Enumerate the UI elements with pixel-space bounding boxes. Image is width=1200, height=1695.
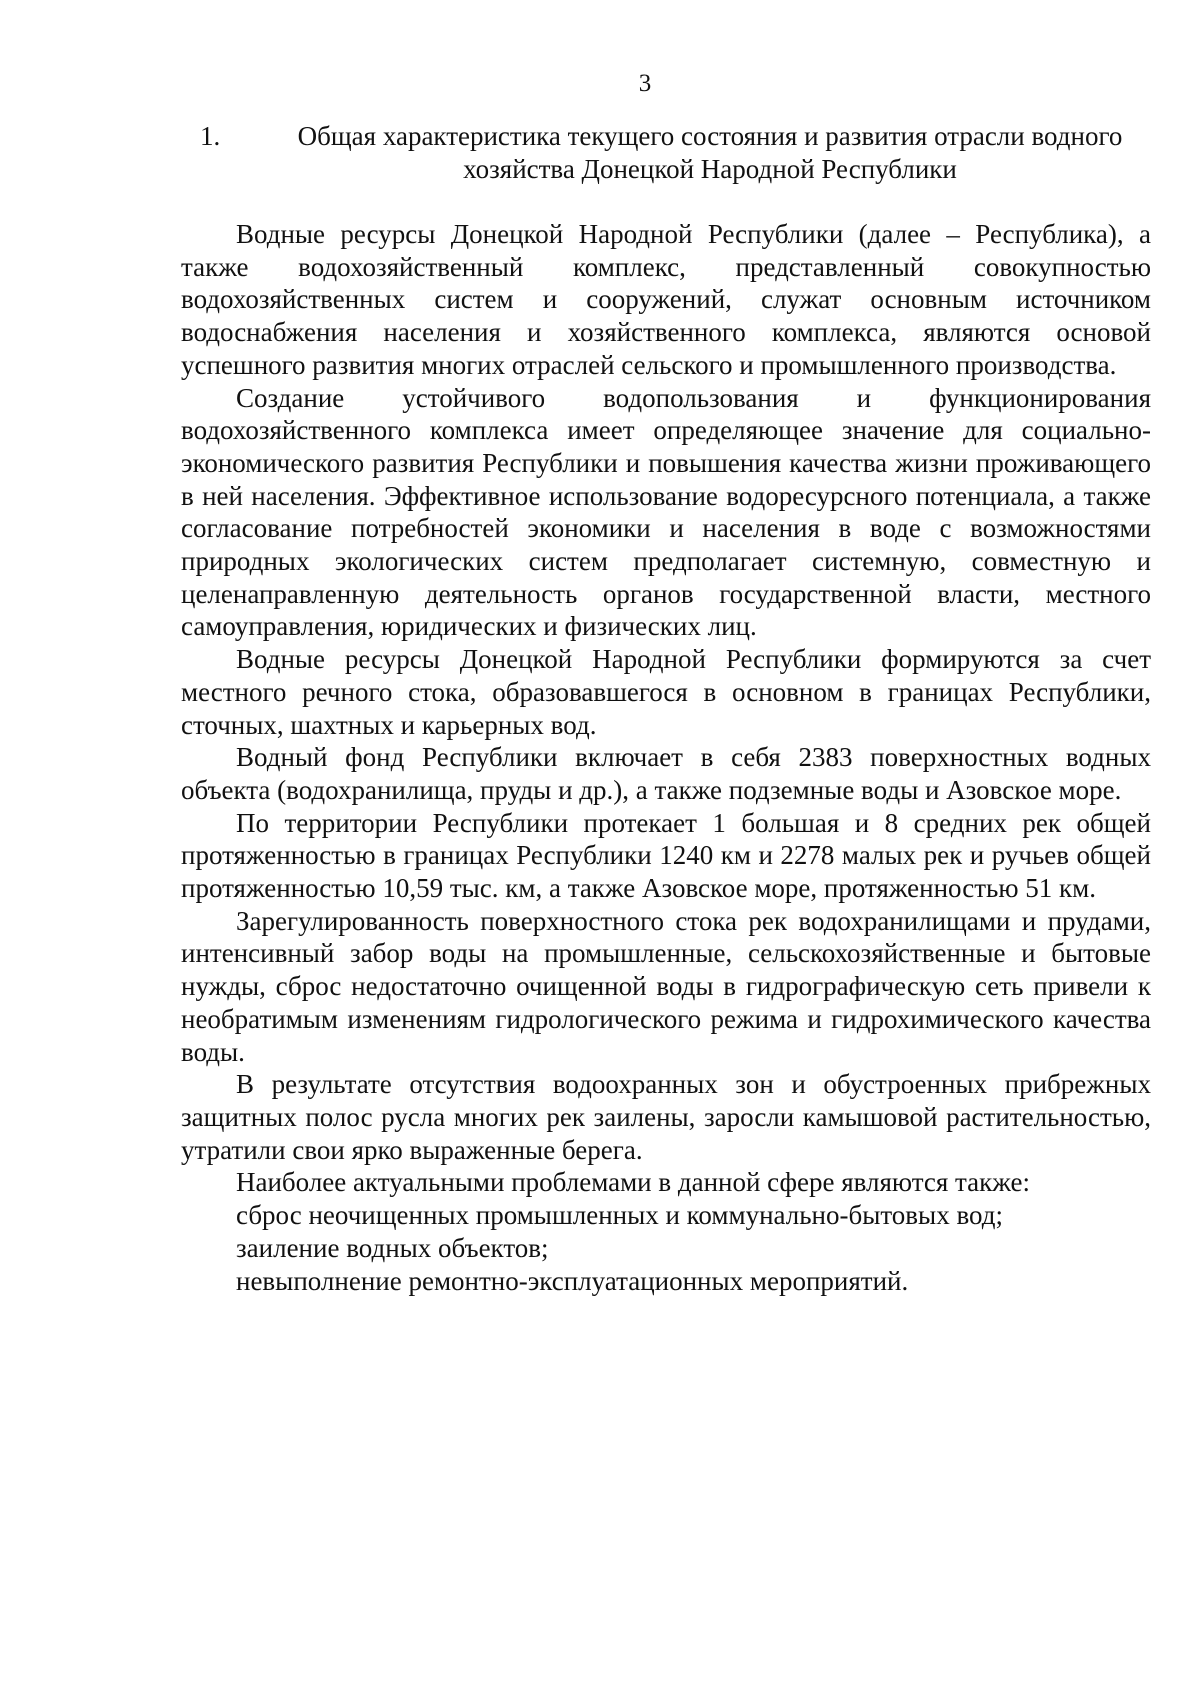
list-item: сброс неочищенных промышленных и коммунально-бытовых вод; (236, 1200, 1003, 1231)
page-number: 3 (638, 70, 652, 97)
paragraph-resource-formation: Водные ресурсы Донецкой Народной Республики формируются за счет местного речного стока, образовавшегося в основном в границах Республики, сточных, шахтных и карьерных вод. (181, 644, 1151, 740)
document-body (181, 218, 1151, 1297)
section-heading (200, 120, 1150, 186)
paragraph-sustainable-use: Создание устойчивого водопользования и функционирования водохозяйственного комплекса имеет определяющее значение для социально-экономического развития Республики и повышения качества жизни проживающего в ней населения. Эффективное использование водоресурсного потенциала, а также согласование потребностей экономики и населения в воде с возможностями природных экологических систем предполагает системную, совместную и целенаправленную деятельность органов государственной власти, местного самоуправления, юридических и физических лиц. (181, 382, 1151, 642)
section-title: Общая характеристика текущего состояния и развития отрасли водного хозяйства Донецкой Народной Республики (297, 121, 1123, 184)
paragraph-water-resources: Водные ресурсы Донецкой Народной Республики (далее – Республика), а также водохозяйственный комплекс, представленный совокупностью водохозяйственных систем и сооружений, служат основным источником водоснабжения населения и хозяйственного комплекса, являются основой успешного развития многих отраслей сельского и промышленного производства. (181, 219, 1151, 380)
paragraph-water-fund: Водный фонд Республики включает в себя 2383 поверхностных водных объекта (водохранилища, пруды и др.), а также подземные воды и Азовское море. (181, 742, 1151, 805)
list-item: заиление водных объектов; (236, 1232, 549, 1263)
section-number: 1. (200, 121, 221, 151)
list-item: невыполнение ремонтно-эксплуатационных мероприятий. (236, 1265, 909, 1296)
paragraph-rivers: По территории Республики протекает 1 большая и 8 средних рек общей протяженностью в границах Республики 1240 км и 2278 малых рек и ручьев общей протяженностью 10,59 тыс. км, а также Азовское море, протяженностью 51 км. (181, 807, 1151, 904)
paragraph-regulation: Зарегулированность поверхностного стока рек водохранилищами и прудами, интенсивный забор воды на промышленные, сельскохозяйственные и бытовые нужды, сброс недостаточно очищенной воды в гидрографическую сеть привели к необратимым изменениям гидрологического режима и гидрохимического качества воды. (181, 905, 1151, 1067)
list-intro: Наиболее актуальными проблемами в данной сфере являются также: (236, 1167, 1031, 1198)
paragraph-protection-zones: В результате отсутствия водоохранных зон и обустроенных прибрежных защитных полос русла многих рек заилены, заросли камышовой растительностью, утратили свои ярко выраженные берега. (181, 1069, 1151, 1165)
